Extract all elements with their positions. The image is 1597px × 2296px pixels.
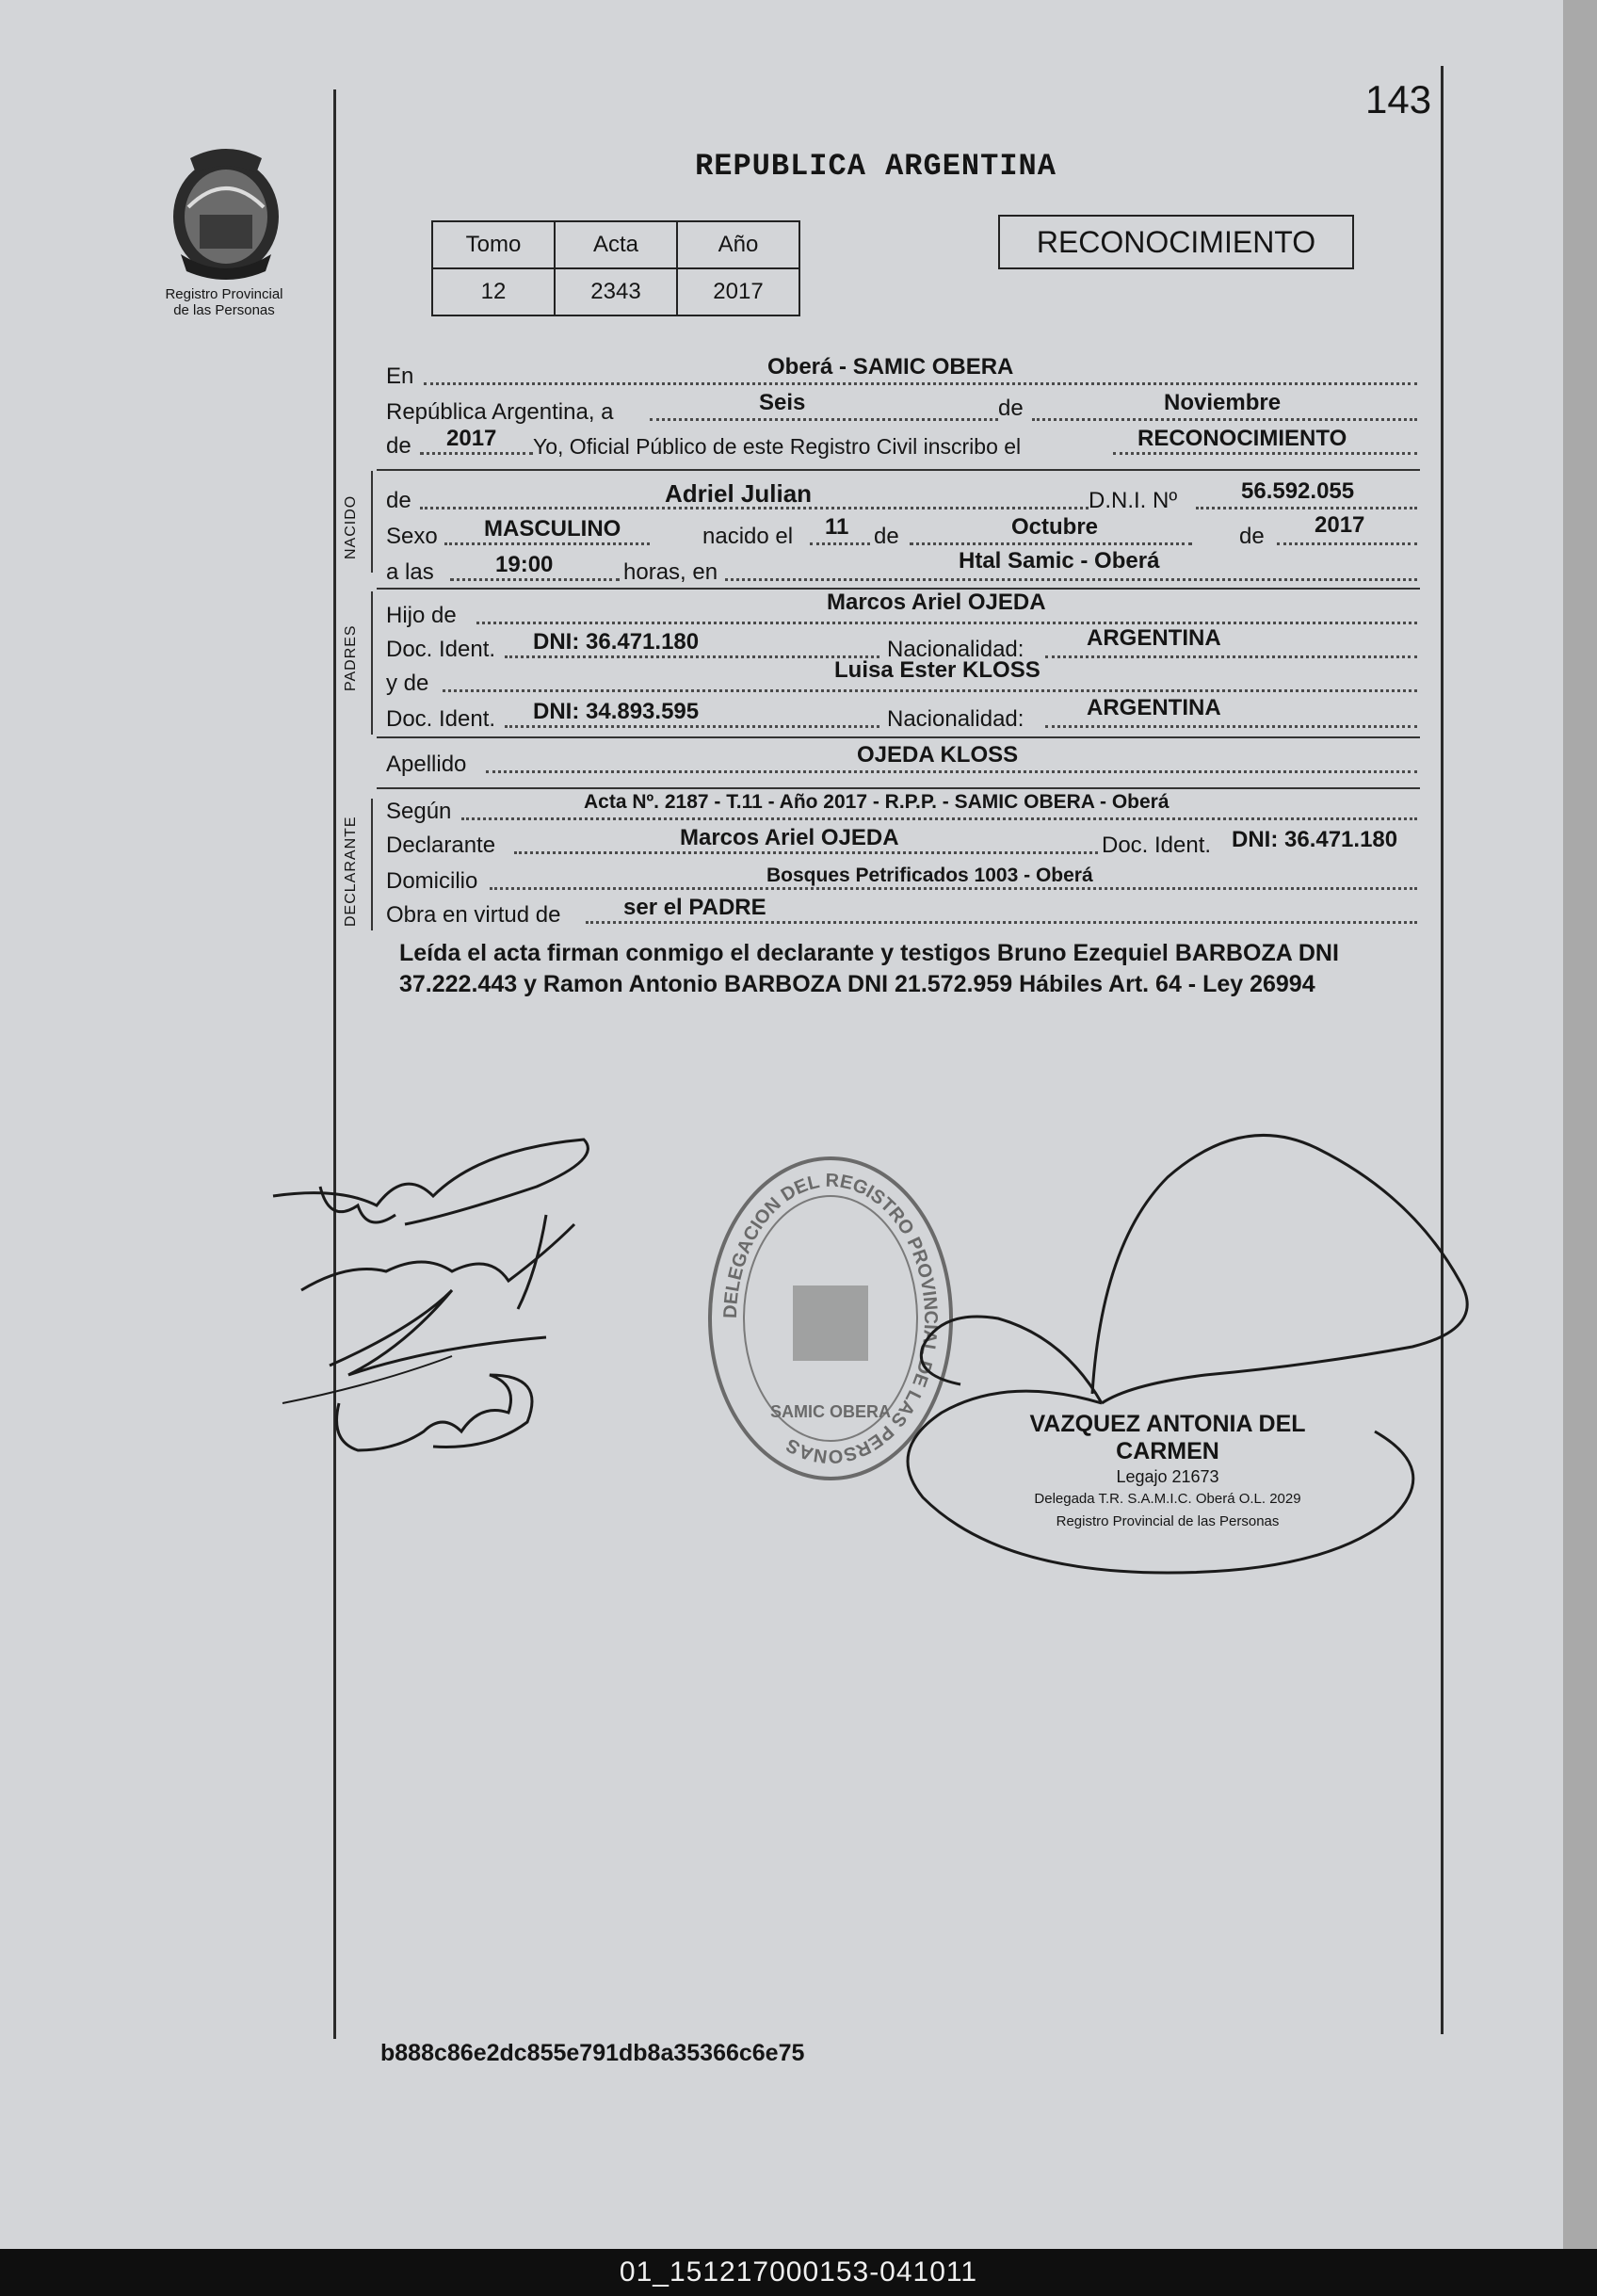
segun-label: Según: [386, 799, 452, 824]
declarante-doc-label: Doc. Ident.: [1102, 833, 1212, 858]
line-anio: [386, 426, 1417, 460]
apellido-value: OJEDA KLOSS: [857, 742, 1019, 768]
month-value: Noviembre: [1164, 390, 1282, 415]
line-madre: [386, 657, 1417, 697]
line-hora: [386, 548, 1417, 586]
line-segun: [386, 791, 1417, 825]
obra-label: Obra en virtud de: [386, 902, 561, 928]
page-number: 143: [1365, 77, 1432, 121]
line-domicilio: [386, 861, 1417, 895]
birth-month: Octubre: [1011, 514, 1099, 540]
officer-registry: Registro Provincial de las Personas: [1056, 1513, 1280, 1529]
line-madre-doc: [386, 695, 1417, 733]
officer-role: Delegada T.R. S.A.M.I.C. Oberá O.L. 2029: [1034, 1491, 1301, 1507]
domicilio-label: Domicilio: [386, 868, 478, 894]
declarante-label: Declarante: [386, 833, 496, 858]
day-value: Seis: [759, 390, 806, 415]
logo-caption-line-2: de las Personas: [173, 302, 275, 318]
country-title: REPUBLICA ARGENTINA: [695, 149, 1057, 184]
nacido-de-label: de: [386, 488, 411, 513]
line-apellido: [386, 744, 1417, 778]
segun-value: Acta Nº. 2187 - T.11 - Año 2017 - R.P.P. - SAMIC OBERA - Oberá: [584, 791, 1170, 813]
record-type-box: RECONOCIMIENTO: [998, 215, 1354, 269]
yde-label: y de: [386, 671, 429, 696]
acta-header: Acta: [555, 221, 677, 268]
horas-en-label: horas, en: [623, 559, 718, 585]
declarante-section-label: DECLARANTE: [343, 816, 359, 927]
father-doc: DNI: 36.471.180: [533, 629, 700, 655]
father-nationality: ARGENTINA: [1087, 625, 1221, 651]
record-kind-value: RECONOCIMIENTO: [1137, 426, 1347, 451]
scan-edge: [1563, 0, 1597, 2249]
line-nombre: [386, 480, 1417, 514]
child-dni: 56.592.055: [1241, 478, 1355, 504]
year-value: 2017: [446, 426, 497, 451]
document-hash: b888c86e2dc855e791db8a35366c6e75: [380, 2040, 805, 2066]
declarante-doc: DNI: 36.471.180: [1232, 827, 1398, 852]
anio-value: 2017: [677, 268, 799, 315]
tomo-value: 12: [432, 268, 555, 315]
logo-caption-line-1: Registro Provincial: [165, 286, 283, 302]
register-table: [431, 220, 800, 316]
padre-doc-label: Doc. Ident.: [386, 637, 496, 662]
line-republica: [386, 392, 1417, 426]
officer-name: VAZQUEZ ANTONIA DEL CARMEN: [1029, 1411, 1306, 1464]
mother-nationality: ARGENTINA: [1087, 695, 1221, 720]
de2-label: de: [386, 433, 411, 459]
anio-header: Año: [677, 221, 799, 268]
child-name: Adriel Julian: [665, 479, 813, 508]
madre-nac-label: Nacionalidad:: [887, 706, 1024, 732]
tomo-header: Tomo: [432, 221, 555, 268]
footer-bar: [0, 2249, 1597, 2296]
padre-nac-label: Nacionalidad:: [887, 637, 1024, 662]
birth-year: 2017: [1315, 512, 1365, 538]
yo-label: Yo, Oficial Público de este Registro Civil inscribo el: [533, 434, 1022, 459]
mother-doc: DNI: 34.893.595: [533, 699, 700, 724]
officer-block: [979, 1411, 1356, 1533]
footer-code: 01_151217000153-041011: [619, 2256, 978, 2288]
en-label: En: [386, 364, 414, 389]
stamp-text: DELEGACION DEL REGISTRO PROVINCIAL DE LAS PERSONAS: [719, 1170, 942, 1467]
witness-signatures: [264, 1130, 621, 1479]
sexo-label: Sexo: [386, 524, 438, 549]
dni-label: D.N.I. Nº: [1089, 488, 1178, 513]
line-declarante: [386, 825, 1417, 859]
line-sexo: [386, 512, 1417, 550]
alas-label: a las: [386, 559, 434, 585]
line-padre: [386, 590, 1417, 629]
sexo-value: MASCULINO: [484, 516, 621, 542]
acta-value: 2343: [555, 268, 677, 315]
nacido-section-label: NACIDO: [343, 494, 359, 559]
birth-hour: 19:00: [495, 552, 554, 577]
hijo-de-label: Hijo de: [386, 603, 457, 628]
misiones-coat-of-arms-icon: [162, 141, 290, 283]
birth-day: 11: [825, 514, 849, 540]
de-label: de: [998, 396, 1024, 421]
mother-name: Luisa Ester KLOSS: [834, 657, 1040, 683]
madre-doc-label: Doc. Ident.: [386, 706, 496, 732]
stamp-city: SAMIC OBERA: [769, 1402, 892, 1421]
left-margin-line: [333, 89, 336, 2039]
nacido-de2-label: de: [874, 524, 899, 549]
domicilio-value: Bosques Petrificados 1003 - Oberá: [766, 865, 1093, 886]
logo-caption: [141, 286, 307, 318]
birth-place: Htal Samic - Oberá: [959, 548, 1160, 574]
republica-label: República Argentina, a: [386, 399, 614, 425]
father-name: Marcos Ariel OJEDA: [827, 590, 1046, 615]
nacido-de3-label: de: [1239, 524, 1265, 549]
line-obra: [386, 895, 1417, 929]
nacido-el-label: nacido el: [702, 524, 794, 549]
obra-value: ser el PADRE: [623, 895, 766, 920]
officer-legajo: Legajo 21673: [1116, 1467, 1219, 1486]
right-margin-line: [1441, 66, 1444, 2034]
witness-note: Leída el acta firman conmigo el declarante y testigos Bruno Ezequiel BARBOZA DNI 37.222.443 y Ramon Antonio BARBOZA DNI 21.572.959 Hábiles Art. 64 - Ley 26994: [399, 940, 1339, 997]
en-value: Oberá - SAMIC OBERA: [767, 354, 1014, 380]
line-en: [386, 356, 1417, 390]
apellido-label: Apellido: [386, 752, 467, 777]
padres-section-label: PADRES: [343, 624, 359, 691]
declarante-name: Marcos Ariel OJEDA: [680, 825, 899, 850]
